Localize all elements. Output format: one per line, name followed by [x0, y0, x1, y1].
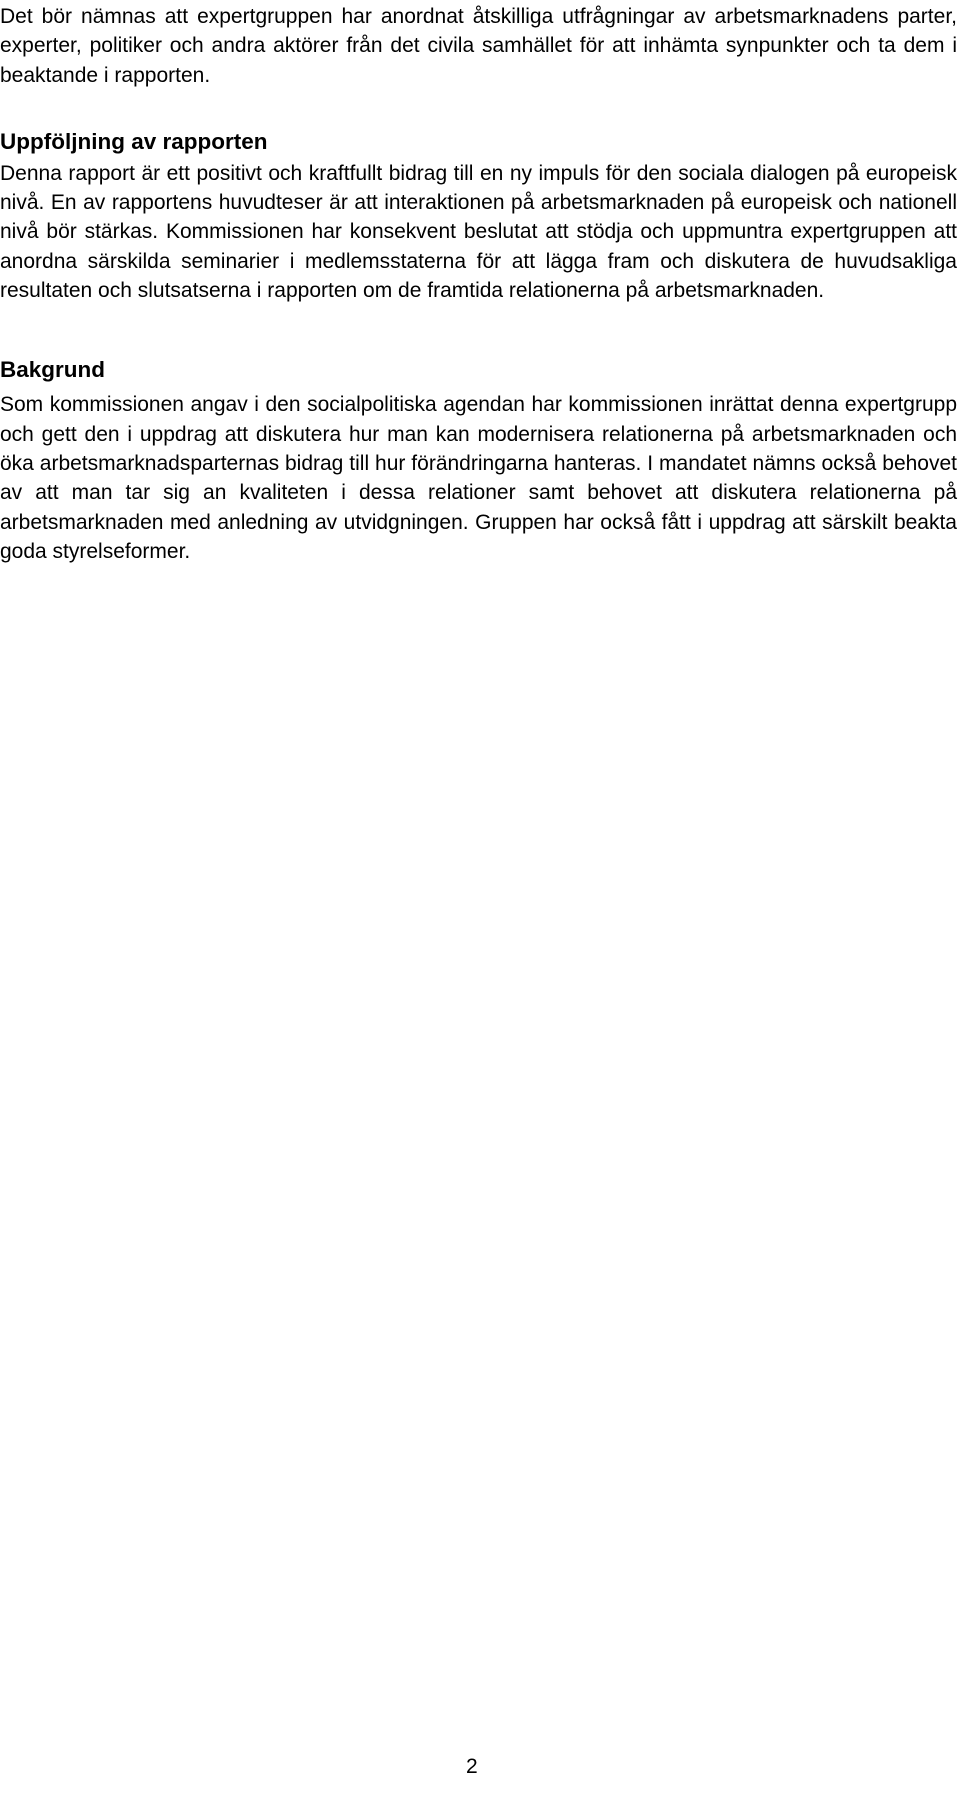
- section-paragraph-bakgrund: Som kommissionen angav i den socialpolitiska agendan har kommissionen inrättat denna expertgrupp och gett den i uppdrag att diskutera hur man kan modernisera relationerna på arbetsmarknaden och öka arbetsmarknadsparternas bidrag till hur förändringarna hanteras. I mandatet nämns också behovet av att man tar sig an kvaliteten i dessa relationer samt behovet att diskutera relationerna på arbetsmarknaden med anledning av utvidgningen. Gruppen har också fått i uppdrag att särskilt beakta goda styrelseformer.: [0, 393, 957, 563]
- page-number: 2: [466, 1755, 478, 1778]
- section-paragraph-uppfoljning: Denna rapport är ett positivt och kraftfullt bidrag till en ny impuls för den sociala dialogen på europeisk nivå. En av rapportens huvudteser är att interaktionen på arbetsmarknaden på europeisk och nationell nivå bör stärkas. Kommissionen har konsekvent beslutat att stödja och uppmuntra expertgruppen att anordna särskilda seminarier i medlemsstaterna för att lägga fram och diskutera de huvudsakliga resultaten och slutsatserna i rapporten om de framtida relationerna på arbetsmarknaden.: [0, 161, 957, 303]
- section-heading-uppfoljning: Uppföljning av rapporten: [0, 128, 268, 154]
- page-body: [0, 0, 957, 566]
- section-heading-bakgrund: Bakgrund: [0, 357, 106, 383]
- intro-paragraph: Det bör nämnas att expertgruppen har anordnat åtskilliga utfrågningar av arbetsmarknadens parter, experter, politiker och andra aktörer från det civila samhället för att inhämta synpunkter och ta dem i beaktande i rapporten.: [0, 5, 957, 87]
